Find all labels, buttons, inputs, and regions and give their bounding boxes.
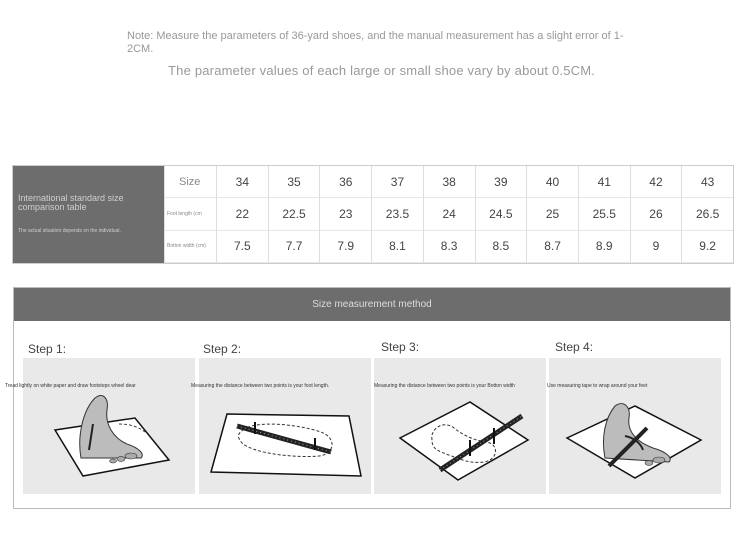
size-cell: 40: [526, 166, 578, 198]
size-cell: 38: [423, 166, 475, 198]
foot-length-cell: 26.5: [681, 198, 733, 230]
foot-length-cell: 22.5: [268, 198, 320, 230]
bottom-width-cell: 7.5: [216, 231, 268, 263]
foot-on-paper-icon: [23, 358, 195, 494]
bottom-width-cell: 8.5: [475, 231, 527, 263]
row-label-size: Size: [164, 166, 216, 198]
foot-length-cell: 23.5: [371, 198, 423, 230]
size-cell: 43: [681, 166, 733, 198]
bottom-width-cell: 9: [630, 231, 682, 263]
step-1-caption: Tread lightly on white paper and draw footsteps wheel dear: [5, 383, 136, 389]
bottom-width-cell: 8.1: [371, 231, 423, 263]
foot-length-cell: 25.5: [578, 198, 630, 230]
note-variation-text: The parameter values of each large or small shoe vary by about 0.5CM.: [168, 63, 596, 78]
step-4-label: Step 4:: [555, 340, 594, 354]
step-3-caption: Measuring the distance between two points is your Botton width: [374, 383, 515, 389]
foot-length-cell: 25: [526, 198, 578, 230]
step-4-illustration: [549, 358, 721, 494]
step-1-label: Step 1:: [28, 342, 67, 356]
foot-length-cell: 23: [319, 198, 371, 230]
size-cell: 39: [475, 166, 527, 198]
step-4-caption: Use measuring tape to wrap around your feet: [547, 383, 648, 389]
size-grid: [164, 166, 733, 263]
size-cell: 42: [630, 166, 682, 198]
note-text: Note: Measure the parameters of 36-yard shoes, and the manual measurement has a slight error of 1-2CM.: [127, 30, 624, 55]
size-measurement-method: [5, 287, 731, 509]
bottom-width-cell: 7.9: [319, 231, 371, 263]
foot-length-cell: 26: [630, 198, 682, 230]
foot-length-cell: 22: [216, 198, 268, 230]
step-2-label: Step 2:: [203, 342, 242, 356]
foot-length-cell: 24.5: [475, 198, 527, 230]
size-table-subtitle: The actual situation depends on the individual.: [18, 228, 121, 234]
size-table-title-panel: [13, 166, 164, 263]
method-header: Size measurement method: [14, 288, 730, 321]
bottom-width-cell: 8.7: [526, 231, 578, 263]
foot-length-cell: 24: [423, 198, 475, 230]
bottom-width-cell: 8.3: [423, 231, 475, 263]
step-3-label: Step 3:: [381, 340, 420, 354]
bottom-width-cell: 9.2: [681, 231, 733, 263]
size-cell: 34: [216, 166, 268, 198]
size-cell: 35: [268, 166, 320, 198]
foot-width-ruler-icon: [374, 358, 546, 494]
foot-length-ruler-icon: [199, 358, 371, 494]
size-comparison-table: [12, 165, 734, 264]
row-label-bottom-width: Botton width (cm): [164, 231, 216, 263]
size-cell: 41: [578, 166, 630, 198]
size-cell: 36: [319, 166, 371, 198]
step-2-caption: Measuring the distance between two points is your foot length.: [191, 383, 330, 389]
step-3-illustration: [374, 358, 546, 494]
tape-wrap-foot-icon: [549, 358, 721, 494]
step-1-illustration: [23, 358, 195, 494]
size-cell: 37: [371, 166, 423, 198]
row-label-foot-length: Foot length (cm: [164, 198, 216, 230]
step-2-illustration: [199, 358, 371, 494]
size-table-title: International standard size comparison table: [18, 193, 124, 212]
bottom-width-cell: 8.9: [578, 231, 630, 263]
bottom-width-cell: 7.7: [268, 231, 320, 263]
